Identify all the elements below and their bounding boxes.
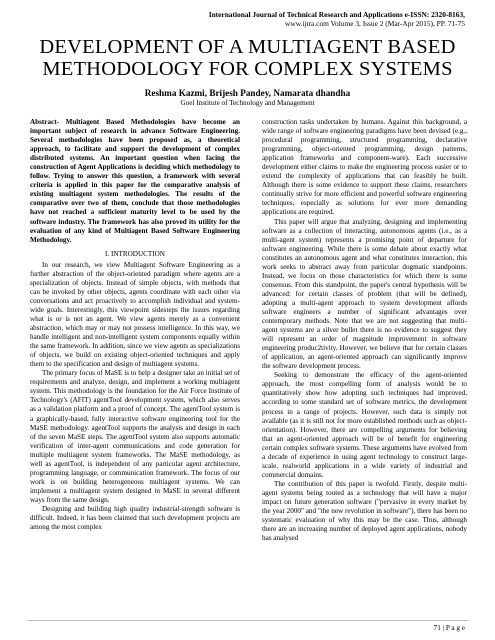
right-column (262, 118, 467, 543)
abstract: Abstract- Multiagent Based Methodologies have become an important subject of research in advance Software Engineering. Several methodologies have been proposed as, a theoretical approach, to facilitate and support the development of complex distributed systems. An important question when facing the construction of Agent Applications is deciding which methodology to follow. Trying to answer this question, a framework with several criteria is applied in this paper for the comparative analysis of existing multiagent system methodologies. The results of the comparative over two of them, conclude that those methodologies have not reached a sufficient maturity level to be used by the software industry. The framework has also proved its utility for the evaluation of any kind of Multiagent Based Software Engineering Methodology. (30, 118, 240, 244)
body-paragraph: construction tasks undertaken by humans. Against this background, a wide range of software engineering paradigms have been devised (e.g., procedural programming, structured programming, declarative programming, object-oriented programming, design patterns, application frameworks and component-ware). Each successive development either claims to make the engineering process easier or to extend the complexity of applications that can feasibly be built. Although there is some evidence to support these claims, researchers continually strive for more efficient and powerful software engineering techniques, especially as solutions for ever more demanding applications are required. (262, 118, 467, 217)
journal-name: International Journal of Technical Research and Applications e-ISSN: 2320-8163, (208, 10, 465, 19)
footer-divider (28, 620, 468, 621)
body-paragraph: In our research, we view Multiagent Software Engineering as a further abstraction of the object-oriented paradigm where agents are a specialization of objects. Instead of simple objects, with methods that can be invoked by other objects, agents coordinate with each other via conversations and act proactively to accomplish individual and system-wide goals. Interestingly, this viewpoint sidesteps the issues regarding what is or is not an agent. We view agents merely as a convenient abstraction, which may or may not possess intelligence. In this way, we handle intelligent and non-intelligent system components equally within the same framework. In addition, since we view agents as specializations of objects, we build on existing object-oriented techniques and apply them to the specification and design of multiagent systems. (30, 260, 240, 369)
paper-title: DEVELOPMENT OF A MULTIAGENT BASED METHODOLOGY FOR COMPLEX SYSTEMS (39, 36, 456, 80)
journal-header (45, 10, 465, 28)
section-heading: I. INTRODUCTION (105, 249, 165, 258)
page-number: 71 | P a g e (433, 624, 465, 632)
paper-authors: Reshma Kazmi, Brijesh Pandey, Namarata dhandha (144, 88, 351, 98)
body-paragraph: Designing and building high quality industrial-strength software is difficult. Indeed, it has been claimed that such development projects are among the most complex (30, 504, 240, 532)
body-paragraph: Seeking to demonstrate the efficacy of the agent-oriented approach, the most compelling form of analysis would be to quantitatively show how adopting such techniques had improved, according to some standard set of software metrics, the development process in a range of projects. However, such data is simply not available (as it is still not for more established methods such as object-orientation). However, there are compelling arguments for believing that an agent-oriented approach will be of benefit for engineering certain complex software systems. These arguments have evolved from a decade of experience in using agent technology to construct large-scale, realworld applications in a wide variety of industrial and commercial domains. (262, 371, 467, 479)
body-paragraph: The contribution of this paper is twofold. Firstly, despite multi-agent systems being touted as a technology that will have a major impact on future generation software ("pervasive in every market by the year 2000" and "the new revolution in software"), there has been no systematic evaluation of why this may be the case. Thus, although there are an increasing number of deployed agent applications, nobody has analysed (262, 479, 467, 543)
body-paragraph: The primary focus of MaSE is to help a designer take an initial set of requirements and analyze, design, and implement a working multiagent system. This methodology is the foundation for the Air Force Institute of Technology's (AFIT) agentTool development system, which also serves as a validation platform and a proof of concept. The agentTool system is a graphically-based, fully interactive software engineering tool for the MaSE methodology. agentTool supports the analysis and design in each of the seven MaSE steps. The agentTool system also supports automatic verification of inter-agent communications and code generation for multiple multiagent system frameworks. The MaSE methodology, as well as agentTool, is independent of any particular agent architecture, programming language, or communication framework. The focus of our work is on building heterogeneous multiagent systems. We can implement a multiagent system designed in MaSE in several different ways from the same design. (30, 369, 240, 504)
journal-volume: www.ijtra.com Volume 3, Issue 2 (Mar-Apr 2015), PP. 71-75 (285, 19, 465, 28)
left-column (30, 118, 240, 532)
paper-affiliation: Goel Institute of Technology and Management (180, 99, 315, 107)
body-paragraph: This paper will argue that analyzing, designing and implementing software as a collection of interacting, autonomous agents (i.e., as a multi-agent system) represents a promising point of departure for software engineering. While there is some debate about exactly what constitutes an autonomous agent and what constitutes interaction, this work seeks to abstract away from particular dogmatic standpoints. Instead, we focus on those characteristics for which there is some consensus. From this standpoint, the paper's central hypothesis will be advanced: for certain classes of problem (that will be defined), adopting a multi-agent approach to system development affords software engineers a number of significant advantages over contemporary methods. Note that we are not suggesting that multi-agent systems are a silver bullet there is no evidence to suggest they will represent an order of magnitude improvement in software engineering produc2tivity. However, we believe that for certain classes of application, an agent-oriented approach can significantly improve the software development process. (262, 217, 467, 371)
